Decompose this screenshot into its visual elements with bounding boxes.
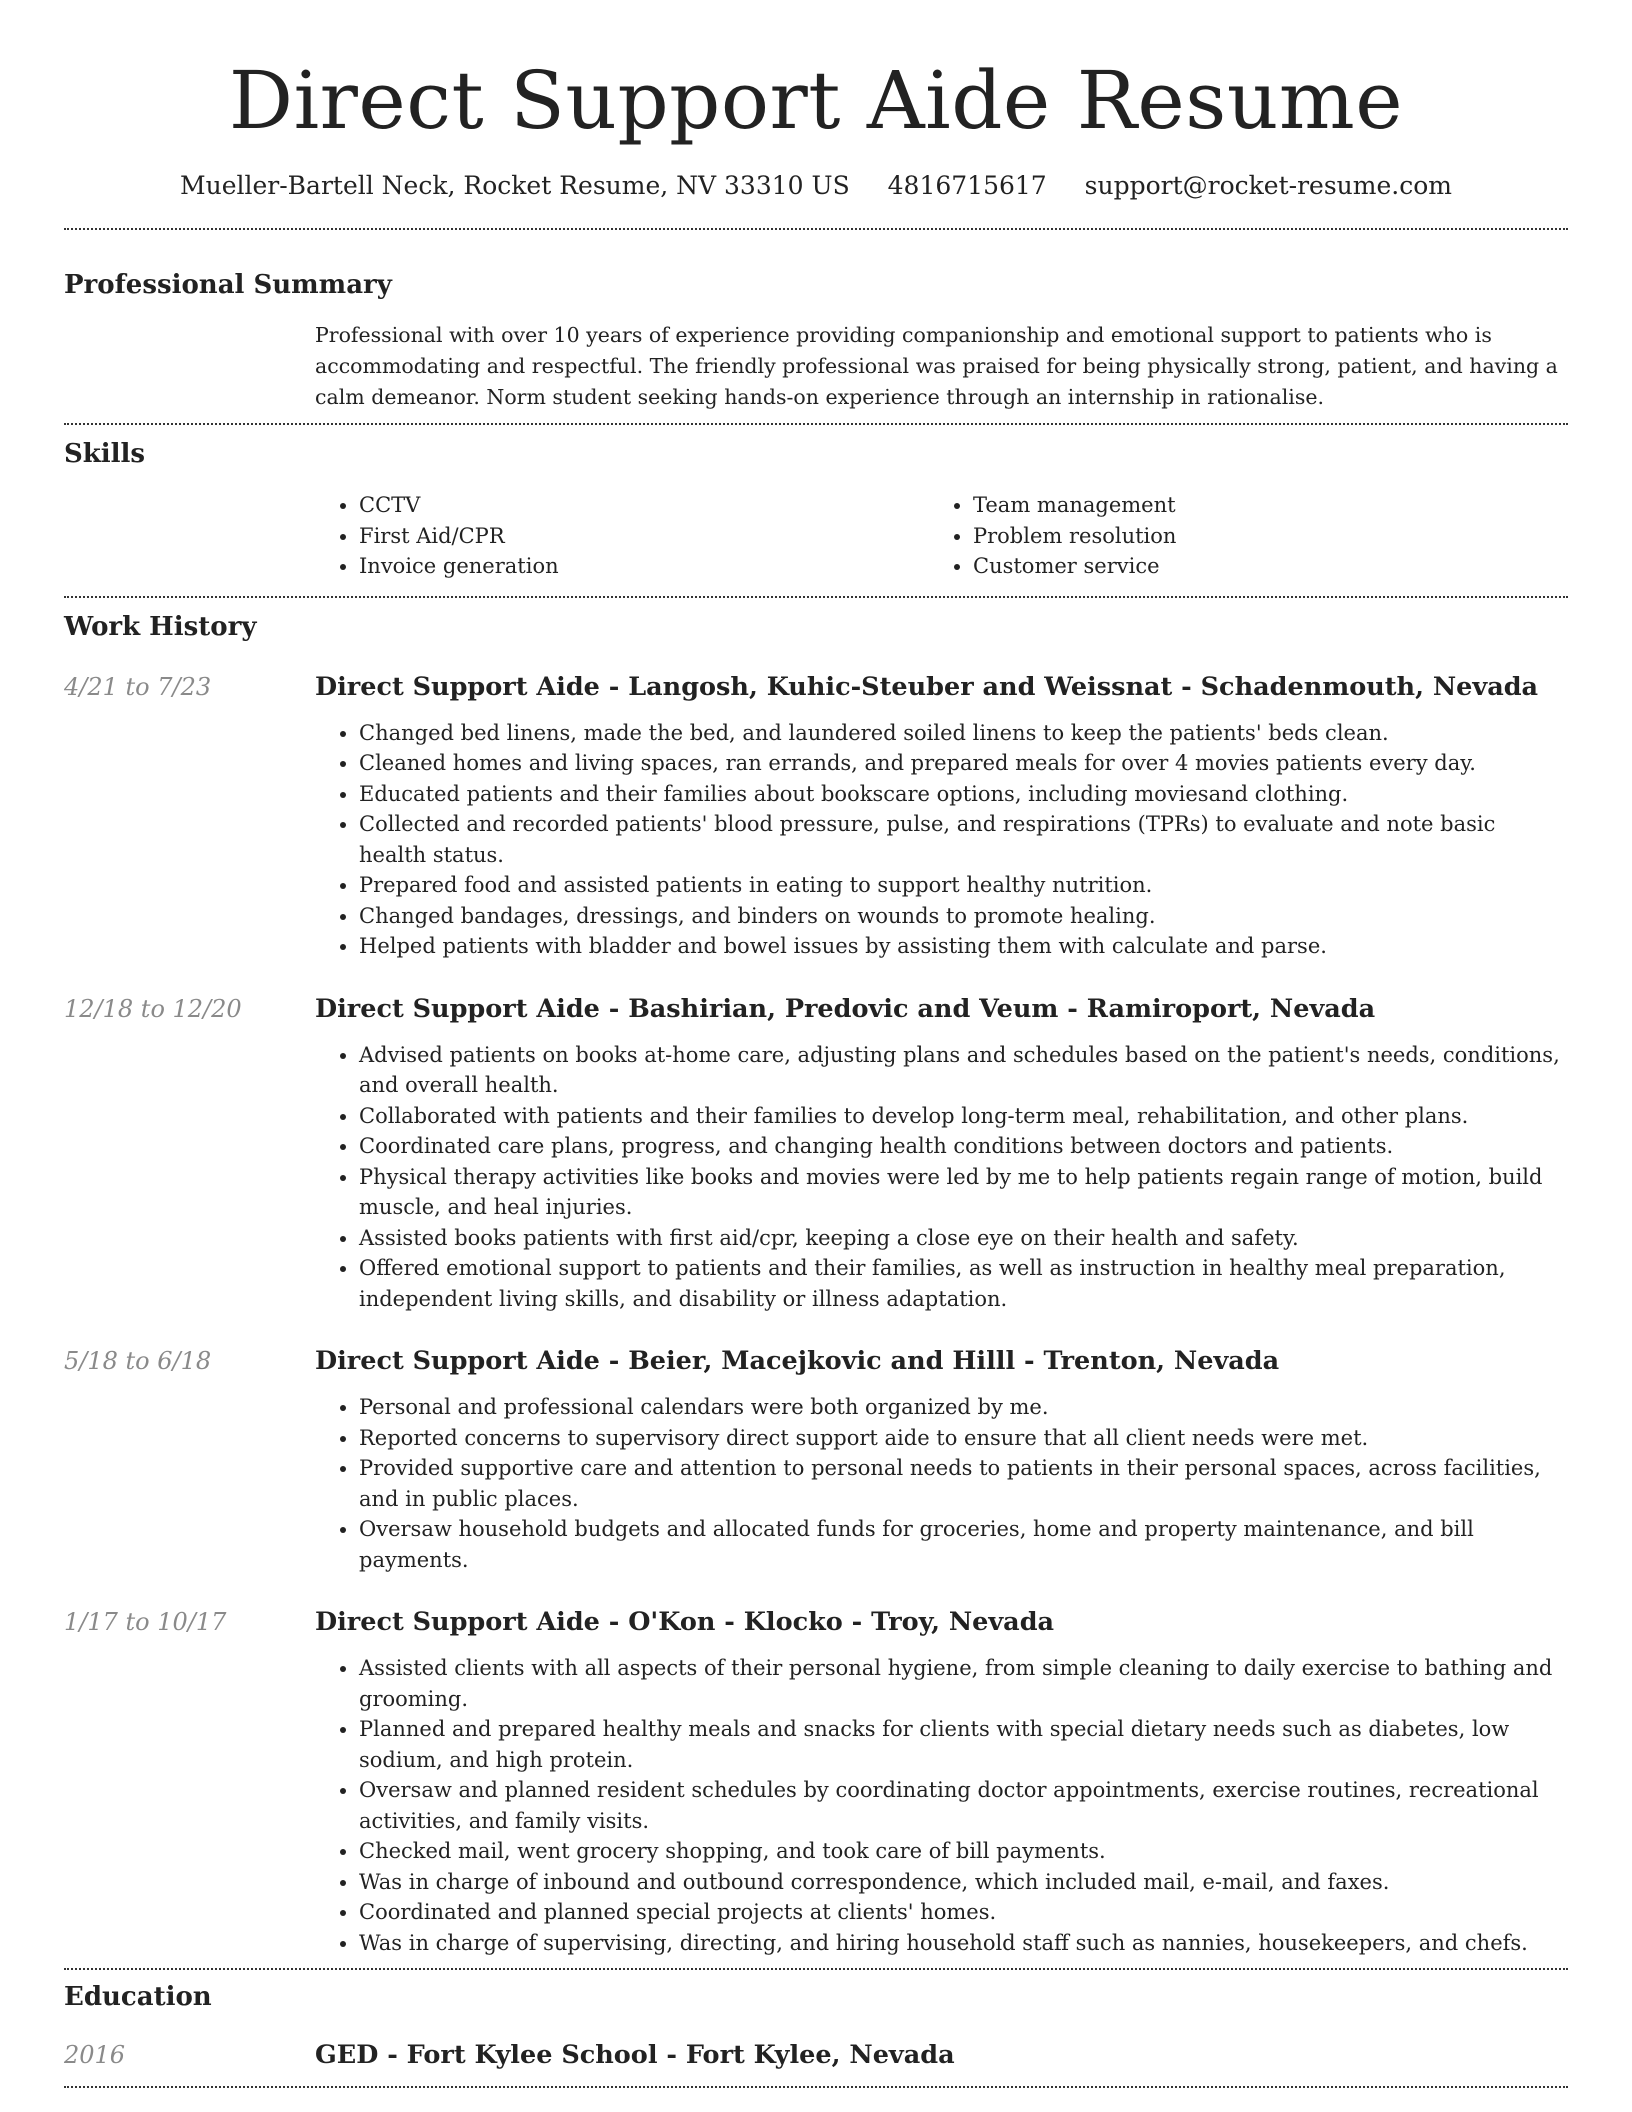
job-entry bbox=[64, 1344, 1568, 1575]
skill-item: • First Aid/CPR bbox=[359, 521, 929, 552]
job-duty: • Oversaw household budgets and allocated funds for groceries, home and property maintenance, and bill payments. bbox=[359, 1514, 1568, 1575]
job-dates: 12/18 to 12/20 bbox=[64, 994, 242, 1023]
job-duty: • Checked mail, went grocery shopping, and took care of bill payments. bbox=[359, 1836, 1568, 1867]
job-duty: • Coordinated and planned special projects at clients' homes. bbox=[359, 1897, 1568, 1928]
summary-section bbox=[64, 268, 1568, 413]
education-dates: 2016 bbox=[64, 2041, 126, 2069]
education-title: GED - Fort Kylee School - Fort Kylee, Nevada bbox=[315, 2040, 955, 2070]
job-dates: 1/17 to 10/17 bbox=[64, 1608, 227, 1636]
section-heading-work: Work History bbox=[64, 611, 257, 642]
summary-text: Professional with over 10 years of experience providing companionship and emotional support to patients who is accommodating and respectful. The friendly professional was praised for being physically strong, patient, and having a calm demeanor. Norm student seeking hands-on experience through an internship in rationalise. bbox=[315, 323, 1558, 409]
job-duty: • Cleaned homes and living spaces, ran errands, and prepared meals for over 4 movies patients every day. bbox=[359, 748, 1568, 779]
job-duty: • Coordinated care plans, progress, and changing health conditions between doctors and patients. bbox=[359, 1131, 1568, 1162]
job-duty: • Changed bed linens, made the bed, and laundered soiled linens to keep the patients' beds clean. bbox=[359, 718, 1568, 749]
contact-address: Mueller-Bartell Neck, Rocket Resume, NV 33310 US bbox=[180, 171, 850, 200]
resume-page bbox=[64, 0, 1568, 2088]
job-dates: 4/21 to 7/23 bbox=[64, 672, 212, 701]
job-duty: • Oversaw and planned resident schedules by coordinating doctor appointments, exercise routines, recreational activities, and family visits. bbox=[359, 1775, 1568, 1836]
job-duty: • Planned and prepared healthy meals and snacks for clients with special dietary needs such as diabetes, low sodium, and high protein. bbox=[359, 1714, 1568, 1775]
job-dates: 5/18 to 6/18 bbox=[64, 1347, 212, 1375]
skill-item: • CCTV bbox=[359, 490, 929, 521]
skills-list bbox=[315, 490, 1568, 582]
skill-item: • Invoice generation bbox=[359, 551, 929, 582]
section-heading-summary: Professional Summary bbox=[64, 270, 392, 300]
section-heading-skills: Skills bbox=[64, 439, 146, 469]
job-duty: • Provided supportive care and attention to personal needs to patients in their personal spaces, across facilities, and in public places. bbox=[359, 1453, 1568, 1514]
job-entry bbox=[64, 992, 1568, 1315]
job-title: Direct Support Aide - Bashirian, Predovic and Veum - Ramiroport, Nevada bbox=[315, 993, 1376, 1024]
job-duty: • Helped patients with bladder and bowel issues by assisting them with calculate and parse. bbox=[359, 931, 1568, 962]
job-duty: • Assisted clients with all aspects of their personal hygiene, from simple cleaning to daily exercise to bathing and grooming. bbox=[359, 1653, 1568, 1714]
job-entry bbox=[64, 670, 1568, 962]
job-duty: • Physical therapy activities like books and movies were led by me to help patients regain range of motion, build muscle, and heal injuries. bbox=[359, 1162, 1568, 1223]
job-title: Direct Support Aide - Beier, Macejkovic and Hilll - Trenton, Nevada bbox=[315, 1346, 1280, 1376]
divider bbox=[64, 596, 1568, 598]
divider bbox=[64, 423, 1568, 425]
divider bbox=[64, 1968, 1568, 1970]
education-section bbox=[64, 1980, 1568, 2072]
contact-line bbox=[64, 168, 1568, 204]
skills-section bbox=[64, 437, 1568, 582]
job-duty: • Was in charge of inbound and outbound correspondence, which included mail, e-mail, and faxes. bbox=[359, 1867, 1568, 1898]
job-duty: • Collaborated with patients and their families to develop long-term meal, rehabilitation, and other plans. bbox=[359, 1101, 1568, 1132]
job-duty: • Assisted books patients with first aid/cpr, keeping a close eye on their health and safety. bbox=[359, 1223, 1568, 1254]
job-title: Direct Support Aide - Langosh, Kuhic-Steuber and Weissnat - Schadenmouth, Nevada bbox=[315, 671, 1539, 702]
job-duty: • Was in charge of supervising, directing, and hiring household staff such as nannies, housekeepers, and chefs. bbox=[359, 1928, 1568, 1959]
job-duties bbox=[315, 718, 1568, 962]
skill-item: • Customer service bbox=[973, 551, 1543, 582]
job-duties bbox=[315, 1040, 1568, 1315]
job-duty: • Educated patients and their families about bookscare options, including moviesand clothing. bbox=[359, 779, 1568, 810]
section-heading-education: Education bbox=[64, 1982, 212, 2012]
contact-phone: 4816715617 bbox=[887, 171, 1047, 200]
resume-title: Direct Support Aide Resume bbox=[228, 54, 1404, 147]
job-duty: • Advised patients on books at-home care, adjusting plans and schedules based on the patient's needs, conditions, and overall health. bbox=[359, 1040, 1568, 1101]
job-duty: • Collected and recorded patients' blood pressure, pulse, and respirations (TPRs) to evaluate and note basic health status. bbox=[359, 809, 1568, 870]
job-duties bbox=[315, 1392, 1568, 1575]
skills-column-right bbox=[929, 490, 1543, 582]
work-history-section bbox=[64, 610, 1568, 1959]
job-duties bbox=[315, 1653, 1568, 1958]
contact-email: support@rocket-resume.com bbox=[1084, 171, 1452, 200]
skills-column-left bbox=[315, 490, 929, 582]
job-title: Direct Support Aide - O'Kon - Klocko - Troy, Nevada bbox=[315, 1607, 1055, 1637]
job-duty: • Prepared food and assisted patients in eating to support healthy nutrition. bbox=[359, 870, 1568, 901]
job-entry bbox=[64, 1605, 1568, 1958]
divider bbox=[64, 2086, 1568, 2088]
job-duty: • Changed bandages, dressings, and binders on wounds to promote healing. bbox=[359, 901, 1568, 932]
skill-item: • Problem resolution bbox=[973, 521, 1543, 552]
job-duty: • Offered emotional support to patients and their families, as well as instruction in healthy meal preparation, independent living skills, and disability or illness adaptation. bbox=[359, 1253, 1568, 1314]
skill-item: • Team management bbox=[973, 490, 1543, 521]
job-duty: • Reported concerns to supervisory direct support aide to ensure that all client needs were met. bbox=[359, 1423, 1568, 1454]
job-duty: • Personal and professional calendars were both organized by me. bbox=[359, 1392, 1568, 1423]
education-entry bbox=[64, 2038, 1568, 2072]
divider bbox=[64, 228, 1568, 230]
